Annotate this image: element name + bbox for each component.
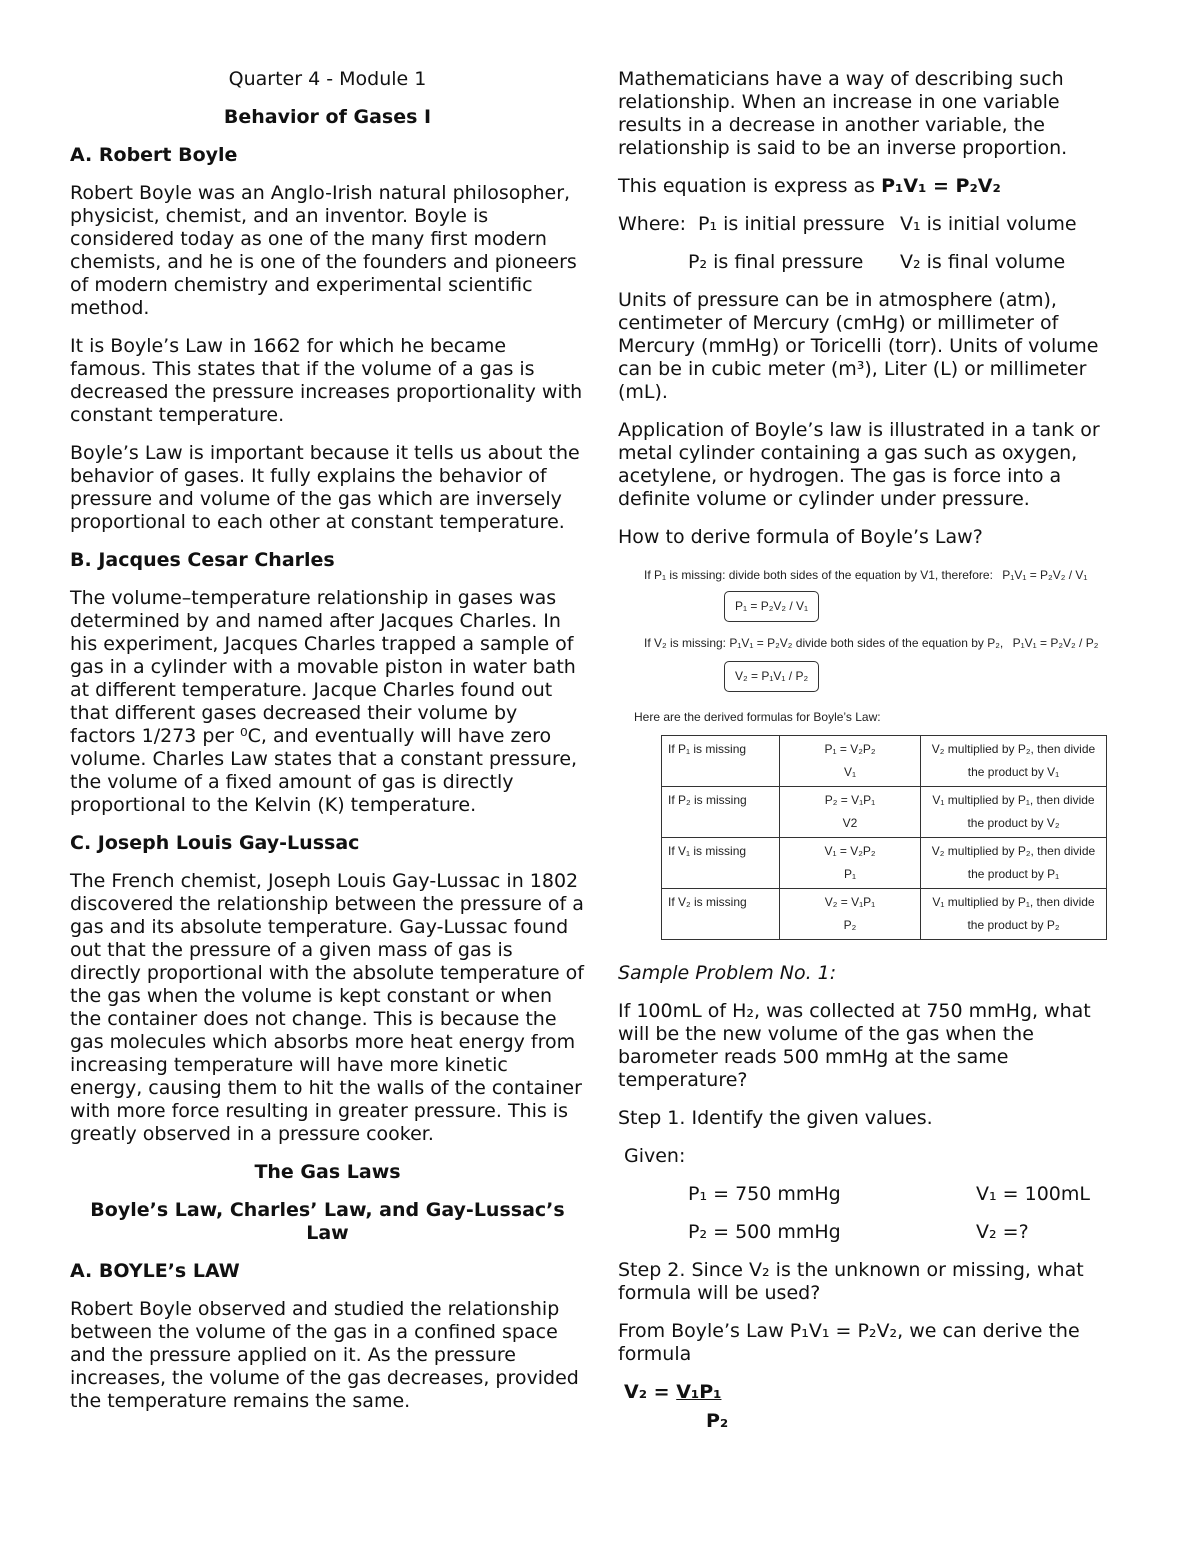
figure-line-1 (618, 564, 1123, 587)
right-column (618, 68, 1123, 1433)
table-row (662, 736, 1107, 787)
table-cell-desc: V₁ multiplied by P₁, then divide the product by P₂ (921, 889, 1107, 940)
table-cell-case: If V₂ is missing (662, 889, 780, 940)
table-cell-case: If P₁ is missing (662, 736, 780, 787)
given-p2: P₂ = 500 mmHg (688, 1221, 841, 1243)
figure-line-2 (618, 632, 1123, 655)
section-b-heading: B. Jacques Cesar Charles (70, 549, 335, 571)
equation-line (618, 175, 1123, 198)
left-column (70, 68, 585, 1428)
table-cell-desc: V₁ multiplied by P₁, then divide the product by V₂ (921, 787, 1107, 838)
formula-numerator: P₂ = V₁P₁ (824, 793, 876, 807)
figure-line-2-eq: P₁V₁ = P₂V₂ / P₂ (1012, 636, 1099, 650)
section-a-heading: A. Robert Boyle (70, 144, 238, 166)
table-row (662, 889, 1107, 940)
figure-line-2-text: If V₂ is missing: P₁V₁ = P₂V₂ divide both sides of the equation by P₂, (644, 636, 1004, 650)
table-cell-desc: V₂ multiplied by P₂, then divide the product by V₁ (921, 736, 1107, 787)
table-cell-formula (780, 838, 921, 889)
formula-denominator: P₂ (843, 918, 857, 932)
gas-laws-subtitle: Boyle’s Law, Charles’ Law, and Gay-Lussac’s Law (90, 1199, 565, 1244)
lesson-title: Behavior of Gases I (223, 106, 432, 128)
table-row (662, 787, 1107, 838)
formula-numerator: V₂ = V₁P₁ (824, 895, 876, 909)
where-p2: P₂ is final pressure (688, 251, 864, 273)
formula-denominator: V2 (842, 816, 858, 830)
section-a-paragraph-1: Robert Boyle was an Anglo-Irish natural philosopher, physicist, chemist, and an inventor. Boyle is considered today as one of the many first modern chemists, and he is one of the founders and pioneers of modern chemistry and experimental scientific method. (70, 182, 577, 319)
figure-table-title: Here are the derived formulas for Boyle’s Law: (634, 710, 881, 724)
figure-box-1: P₁ = P₂V₂ / V₁ (724, 591, 819, 622)
section-a-paragraph-3: Boyle’s Law is important because it tells us about the behavior of gases. It fully explains the behavior of pressure and volume of the gas which are inversely proportional to each other at constant temperature. (70, 442, 580, 533)
module-title: Quarter 4 - Module 1 (228, 68, 427, 90)
table-cell-desc: V₂ multiplied by P₂, then divide the product by P₁ (921, 838, 1107, 889)
section-c-paragraph: The French chemist, Joseph Louis Gay-Lussac in 1802 discovered the relationship between the pressure of a gas and its absolute temperature. Gay-Lussac found out that the pressure of a given mass of gas is directly proportional with the absolute temperature of the gas when the volume is kept constant or when the container does not change. This is because the gas molecules which absorbs more heat energy from increasing temperature will have more kinetic energy, causing them to hit the walls of the container with more force resulting in greater pressure. This is greatly observed in a pressure cooker. (70, 870, 584, 1145)
step-1: Step 1. Identify the given values. (618, 1107, 933, 1129)
given-row-2 (618, 1221, 1123, 1244)
table-cell-formula (780, 787, 921, 838)
final-formula-numerator: V₁P₁ (676, 1381, 722, 1403)
formula-denominator: P₁ (843, 867, 857, 881)
figure-box-2: V₂ = P₁V₁ / P₂ (724, 661, 819, 692)
formula-numerator: P₁ = V₂P₂ (824, 742, 876, 756)
derive-line: From Boyle’s Law P₁V₁ = P₂V₂, we can derive the formula (618, 1320, 1080, 1365)
section-c-heading: C. Joseph Louis Gay-Lussac (70, 832, 360, 854)
figure-line-1-text: If P₁ is missing: divide both sides of the equation by V1, therefore: (644, 568, 993, 582)
application-paragraph: Application of Boyle’s law is illustrated in a tank or metal cylinder containing a gas such as oxygen, acetylene, or hydrogen. The gas is force into a definite volume or cylinder under pressure. (618, 419, 1100, 510)
boyles-law-heading: A. BOYLE’s LAW (70, 1260, 240, 1282)
table-row (662, 838, 1107, 889)
boyles-law-paragraph: Robert Boyle observed and studied the relationship between the volume of the gas in a confined space and the pressure applied on it. As the pressure increases, the volume of the gas decreases, provided the temperature remains the same. (70, 1298, 579, 1412)
derive-question: How to derive formula of Boyle’s Law? (618, 526, 983, 548)
given-row-1 (618, 1183, 1123, 1206)
formula-numerator: V₁ = V₂P₂ (824, 844, 876, 858)
where-row-2 (618, 251, 1123, 274)
final-formula-denominator: P₂ (706, 1410, 729, 1432)
section-a-paragraph-2: It is Boyle’s Law in 1662 for which he became famous. This states that if the volume of a gas is decreased the pressure increases proportionality with constant temperature. (70, 335, 583, 426)
where-p1: P₁ is initial pressure (698, 213, 885, 235)
table-cell-case: If P₂ is missing (662, 787, 780, 838)
final-formula-lhs: V₂ = (624, 1381, 677, 1403)
where-v2: V₂ is final volume (900, 251, 1066, 273)
final-formula (618, 1381, 1123, 1433)
where-v1: V₁ is initial volume (900, 213, 1077, 235)
table-cell-formula (780, 736, 921, 787)
given-p1: P₁ = 750 mmHg (688, 1183, 841, 1205)
table-cell-case: If V₁ is missing (662, 838, 780, 889)
gas-laws-title: The Gas Laws (254, 1161, 401, 1183)
equation-intro: This equation is express as (618, 175, 882, 197)
section-b-paragraph: The volume–temperature relationship in gases was determined by and named after Jacques Charles. In his experiment, Jacques Charles trapped a sample of gas in a cylinder with a movable piston in water bath at different temperature. Jacque Charles found out that different gases decreased their volume by factors 1/273 per ⁰C, and eventually will have zero volume. Charles Law states that a constant pressure, the volume of a fixed amount of gas is directly proportional to the Kelvin (K) temperature. (70, 587, 578, 816)
units-paragraph: Units of pressure can be in atmosphere (atm), centimeter of Mercury (cmHg) or millimeter of Mercury (mmHg) or Toricelli (torr). Units of volume can be in cubic meter (m³), Liter (L) or millimeter (mL). (618, 289, 1099, 403)
given-v2: V₂ =? (976, 1221, 1029, 1243)
formula-denominator: V₁ (843, 765, 857, 779)
given-v1: V₁ = 100mL (976, 1183, 1090, 1205)
figure-box-1-wrap (618, 591, 1123, 622)
derived-formulas-table (661, 735, 1107, 940)
where-label: Where: (618, 213, 687, 235)
where-row-1 (618, 213, 1123, 236)
figure-line-1-eq: P₁V₁ = P₂V₂ / V₁ (1002, 568, 1088, 582)
sample-problem-question: If 100mL of H₂, was collected at 750 mmHg, what will be the new volume of the gas when the barometer reads 500 mmHg at the same temperature? (618, 1000, 1091, 1091)
step-2: Step 2. Since V₂ is the unknown or missing, what formula will be used? (618, 1259, 1084, 1304)
boyles-equation: P₁V₁ = P₂V₂ (881, 175, 1001, 197)
sample-problem-title: Sample Problem No. 1: (618, 962, 837, 984)
inverse-proportion-paragraph: Mathematicians have a way of describing such relationship. When an increase in one variable results in a decrease in another variable, the relationship is said to be an inverse proportion. (618, 68, 1068, 159)
derivation-figure (618, 564, 1123, 940)
figure-box-2-wrap (618, 661, 1123, 692)
given-label: Given: (624, 1145, 686, 1167)
table-cell-formula (780, 889, 921, 940)
